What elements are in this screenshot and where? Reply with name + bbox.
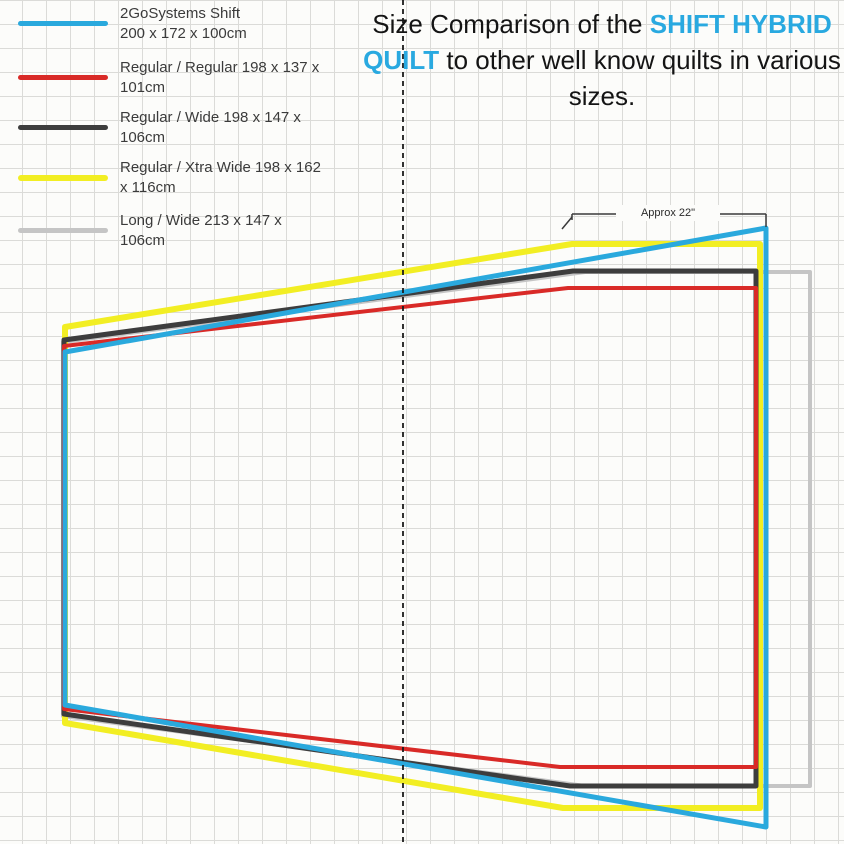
legend-label xyxy=(120,58,360,98)
legend-label-line2: 106cm xyxy=(120,129,166,146)
legend-label-line1: Regular / Regular 198 x 137 x xyxy=(120,59,320,76)
legend-swatch-dark-gray xyxy=(18,125,108,130)
legend-label-line2: 200 x 172 x 100cm xyxy=(120,25,247,42)
quilt-outline-long-wide xyxy=(63,272,810,786)
legend-swatch-yellow xyxy=(18,175,108,181)
quilt-outline-regular-regular xyxy=(64,288,756,767)
legend-item-regular-xtra-wide xyxy=(18,158,360,198)
legend-label-line1: Regular / Wide 198 x 147 x xyxy=(120,109,301,126)
legend-label-line1: Regular / Xtra Wide 198 x 162 xyxy=(120,159,321,176)
legend-label xyxy=(120,158,360,198)
legend-swatch-light-gray xyxy=(18,228,108,233)
title-highlight: SHIFT HYBRID QUILT xyxy=(363,9,832,75)
page-title xyxy=(352,6,844,114)
bracket-left-tick xyxy=(562,217,572,229)
legend-label-line1: Long / Wide 213 x 147 x xyxy=(120,212,282,229)
title-text-after: to other well know quilts in various sizes. xyxy=(439,45,841,111)
legend-label-line2: 101cm xyxy=(120,79,166,96)
legend-label-line2: 106cm xyxy=(120,232,166,249)
legend-item-long-wide xyxy=(18,211,360,251)
legend-label xyxy=(120,4,360,44)
legend-label xyxy=(120,108,360,148)
legend-label-line2: x 116cm xyxy=(120,179,176,196)
legend-item-shift xyxy=(18,4,360,44)
legend-label-line1: 2GoSystems Shift xyxy=(120,5,241,22)
quilt-outline-regular-wide xyxy=(64,271,756,786)
legend-swatch-blue xyxy=(18,21,108,26)
legend-swatch-red xyxy=(18,75,108,80)
quilt-outline-shift xyxy=(65,228,766,827)
title-text-before: Size Comparison of the xyxy=(372,9,650,39)
legend-item-regular-wide xyxy=(18,108,360,148)
legend-item-regular-regular xyxy=(18,58,360,98)
legend-label xyxy=(120,211,360,251)
approx-22-annotation: Approx 22" xyxy=(616,205,720,221)
